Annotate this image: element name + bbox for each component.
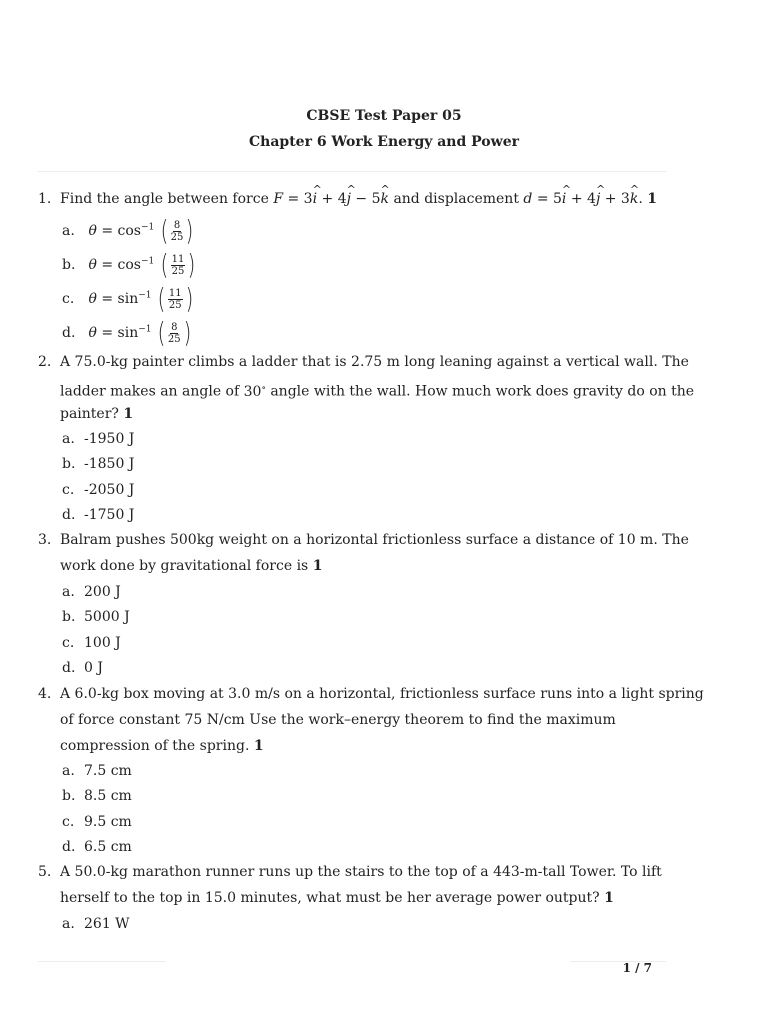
displacement-vector: d = 5i ^ + 4j ^ + 3k ^.: [523, 191, 642, 207]
frac-den: 25: [171, 265, 185, 277]
option-1d[interactable]: d. $\theta = \sin^{-1}$ ( $\frac{8}{25}$ ): [62, 316, 191, 349]
option-2c[interactable]: c. -2050 J: [62, 482, 135, 498]
option-label: d.: [62, 325, 76, 341]
question-line-1: A 75.0-kg painter climbs a ladder that is 2.75 m long leaning against a vertical wall. The: [60, 354, 689, 370]
frac-num: 8: [173, 219, 181, 231]
question-line-2: of force constant 75 N/cm Use the work–energy theorem to find the maximum: [60, 712, 616, 728]
question-number: 2.: [38, 354, 52, 370]
question-line-3: painter? 1: [60, 406, 134, 422]
frac-den: 25: [168, 299, 182, 311]
marks: 1: [123, 406, 134, 422]
frac-num: 8: [171, 321, 178, 333]
option-4d[interactable]: d. 6.5 cm: [62, 839, 132, 855]
question-number: 1.: [38, 191, 52, 207]
angle-value: 30∘: [243, 383, 266, 400]
question-line-2: herself to the top in 15.0 minutes, what must be her average power output? 1: [60, 890, 614, 906]
option-3a[interactable]: a. 200 J: [62, 584, 121, 600]
option-5a[interactable]: a. 261 W: [62, 916, 130, 932]
line-post: angle with the wall. How much work does gravity do on the: [270, 383, 695, 400]
frac-den: 25: [167, 333, 181, 345]
frac-num: 11: [171, 253, 185, 265]
paper-title: CBSE Test Paper 05: [306, 108, 462, 124]
option-4a[interactable]: a. 7.5 cm: [62, 763, 132, 779]
force-vector: F = 3i ^ + 4j ^ − 5k ^: [273, 191, 389, 207]
option-label: a.: [62, 223, 75, 239]
question-number: 4.: [38, 686, 52, 702]
question-line-1: A 50.0-kg marathon runner runs up the stairs to the top of a 443-m-tall Tower. To lift: [60, 864, 662, 880]
option-3d[interactable]: d. 0 J: [62, 660, 103, 676]
chapter-title: Chapter 6 Work Energy and Power: [249, 134, 519, 150]
question-line-2: [60, 375, 694, 405]
option-2b[interactable]: b. -1850 J: [62, 456, 135, 472]
question-text-mid: and displacement: [393, 191, 519, 207]
option-label: b.: [62, 257, 76, 273]
option-3b[interactable]: b. 5000 J: [62, 609, 130, 625]
option-func: sin: [117, 291, 139, 307]
marks: 1: [253, 738, 264, 754]
question-line-1: Balram pushes 500kg weight on a horizontal frictionless surface a distance of 10 m. The: [60, 532, 689, 548]
option-2d[interactable]: d. -1750 J: [62, 507, 135, 523]
option-1a[interactable]: a. $\theta = \cos^{-1}$ ( $\frac{8}{25}$ ): [62, 214, 194, 247]
page-number: 1 / 7: [622, 961, 652, 975]
option-1b[interactable]: b. $\theta = \cos^{-1}$ ( $\frac{11}{25}$ ): [62, 248, 196, 281]
option-3c[interactable]: c. 100 J: [62, 635, 121, 651]
option-label: c.: [62, 291, 75, 307]
question-text-prefix: Find the angle between force: [60, 191, 269, 207]
marks: 1: [604, 890, 614, 906]
marks: 1: [647, 191, 657, 207]
line-pre: ladder makes an angle of: [60, 383, 240, 400]
option-4b[interactable]: b. 8.5 cm: [62, 788, 132, 804]
option-1c[interactable]: c. $\theta = \sin^{-1}$ ( $\frac{11}{25}$ ): [62, 282, 193, 315]
option-4c[interactable]: c. 9.5 cm: [62, 814, 132, 830]
header-divider: [38, 171, 666, 172]
option-2a[interactable]: a. -1950 J: [62, 431, 135, 447]
option-func: cos: [117, 223, 141, 239]
option-func: sin: [117, 325, 139, 341]
question-number: 5.: [38, 864, 52, 880]
question-text: [60, 186, 657, 212]
question-line-1: A 6.0-kg box moving at 3.0 m/s on a horizontal, frictionless surface runs into a light spring: [60, 686, 704, 702]
question-number: 3.: [38, 532, 52, 548]
frac-num: 11: [168, 287, 182, 299]
footer-divider-left: [38, 961, 166, 962]
question-line-2: work done by gravitational force is 1: [60, 558, 323, 574]
option-func: cos: [117, 257, 141, 273]
frac-den: 25: [170, 231, 184, 243]
marks: 1: [312, 558, 323, 574]
question-line-3: compression of the spring. 1: [60, 738, 264, 754]
